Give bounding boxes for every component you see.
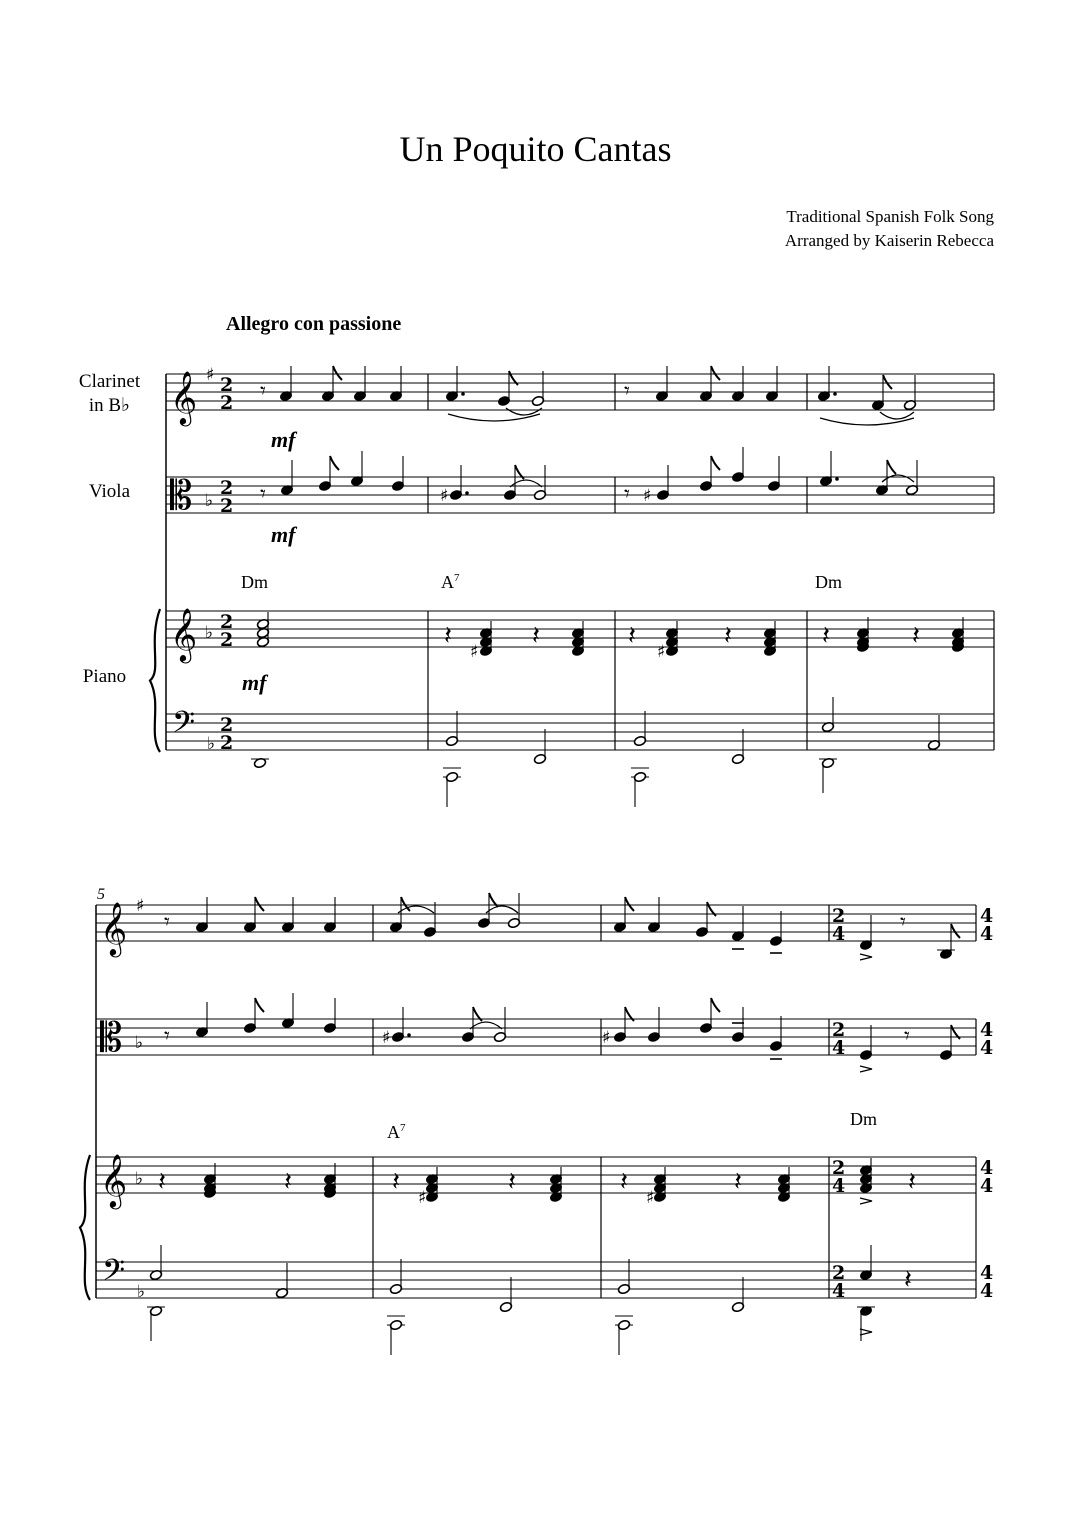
treble-clef: 𝄞 <box>170 370 198 424</box>
score-title: Un Poquito Cantas <box>399 129 672 169</box>
time-signature-numerator: 4 <box>980 905 994 927</box>
treble-clef: 𝄞 <box>170 607 198 661</box>
quarter-rest: 𝄽 <box>734 1167 742 1197</box>
time-signature-numerator: 4 <box>980 1019 994 1041</box>
time-signature-numerator: 2 <box>832 905 846 927</box>
time-signature-numerator: 2 <box>220 374 234 396</box>
note-flag <box>255 897 264 911</box>
augmentation-dot <box>465 491 469 495</box>
time-signature-denominator: 2 <box>220 392 234 414</box>
piano-brace <box>150 609 160 752</box>
time-signature-numerator: 4 <box>980 1157 994 1179</box>
note-flag <box>333 366 342 380</box>
chord-symbol: $A^7$ <box>441 572 460 592</box>
chord-symbol: $A^7$ <box>387 1122 406 1142</box>
sharp-accidental: ♯ <box>602 1028 611 1048</box>
flat-key-signature: ♭ <box>137 1282 146 1302</box>
chord-symbol: Dm <box>850 1109 877 1129</box>
flat-key-signature: ♭ <box>205 491 214 511</box>
flat-key-signature: ♭ <box>135 1033 144 1053</box>
sharp-accidental: ♯ <box>382 1028 391 1048</box>
note-flag <box>887 460 896 474</box>
time-signature-denominator: 4 <box>832 923 846 945</box>
tempo-marking: Allegro con passione <box>226 313 402 335</box>
time-signature-denominator: 4 <box>980 1175 994 1197</box>
quarter-rest: 𝄽 <box>532 621 540 651</box>
quarter-rest: 𝄽 <box>904 1265 912 1295</box>
flat-key-signature: ♭ <box>135 1169 144 1189</box>
eighth-rest: 𝄾 <box>624 482 630 507</box>
quarter-rest: 𝄽 <box>284 1167 292 1197</box>
quarter-rest: 𝄽 <box>724 621 732 651</box>
time-signature-numerator: 2 <box>832 1262 846 1284</box>
time-signature-denominator: 4 <box>980 1280 994 1302</box>
instrument-name-piano: Piano <box>82 666 127 687</box>
bass-clef: 𝄢 <box>172 706 196 747</box>
treble-clef: 𝄞 <box>100 901 128 955</box>
dynamic-marking-piano: mf <box>242 670 267 695</box>
time-signature-numerator: 2 <box>220 477 234 499</box>
note-flag <box>883 375 892 389</box>
eighth-rest: 𝄾 <box>904 1024 910 1049</box>
eighth-rest: 𝄾 <box>624 379 630 404</box>
bass-clef: 𝄢 <box>102 1254 126 1295</box>
augmentation-dot <box>461 392 465 396</box>
time-signature-numerator: 2 <box>220 611 234 633</box>
time-signature-numerator: 2 <box>220 714 234 736</box>
chord-symbol: Dm <box>241 572 268 592</box>
accent-mark <box>860 1198 872 1204</box>
time-signature-denominator: 2 <box>220 495 234 517</box>
quarter-rest: 𝄽 <box>392 1167 400 1197</box>
arranger-credit: Arranged by Kaiserin Rebecca <box>784 231 994 250</box>
time-signature-numerator: 4 <box>980 1262 994 1284</box>
note-flag <box>711 998 720 1012</box>
time-signature-denominator: 4 <box>980 1037 994 1059</box>
sharp-accidental: ♯ <box>470 642 479 662</box>
time-signature-denominator: 4 <box>980 923 994 945</box>
augmentation-dot <box>833 392 837 396</box>
time-signature-numerator: 2 <box>832 1019 846 1041</box>
time-signature-denominator: 2 <box>220 732 234 754</box>
note-flag <box>711 366 720 380</box>
note-flag <box>255 998 264 1012</box>
eighth-rest: 𝄾 <box>164 1024 170 1049</box>
alto-clef: 𝄡 <box>100 1015 123 1061</box>
eighth-rest: 𝄾 <box>164 910 170 935</box>
slur <box>506 408 542 415</box>
time-signature-denominator: 4 <box>832 1175 846 1197</box>
quarter-rest: 𝄽 <box>822 621 830 651</box>
dynamic-marking-clarinet: mf <box>271 427 296 452</box>
accent-mark <box>860 1066 872 1072</box>
measure-number: 5 <box>97 886 105 903</box>
slur <box>880 412 914 419</box>
slur <box>398 906 434 913</box>
note-flag <box>951 924 960 938</box>
sharp-accidental: ♯ <box>206 365 215 385</box>
piano-brace <box>80 1155 90 1300</box>
augmentation-dot <box>835 477 839 481</box>
sharp-accidental: ♯ <box>646 1188 655 1208</box>
quarter-rest: 𝄽 <box>444 621 452 651</box>
sharp-accidental: ♯ <box>657 642 666 662</box>
instrument-name-viola: Viola <box>88 481 131 502</box>
dynamic-marking-viola: mf <box>271 522 296 547</box>
time-signature-denominator: 4 <box>832 1037 846 1059</box>
accent-mark <box>860 1329 872 1335</box>
chord-symbol: Dm <box>815 572 842 592</box>
flat-key-signature: ♭ <box>207 734 216 754</box>
quarter-rest: 𝄽 <box>628 621 636 651</box>
note-flag <box>330 456 339 470</box>
time-signature-denominator: 4 <box>832 1280 846 1302</box>
eighth-rest: 𝄾 <box>260 379 266 404</box>
quarter-rest: 𝄽 <box>158 1167 166 1197</box>
time-signature-numerator: 2 <box>832 1157 846 1179</box>
quarter-rest: 𝄽 <box>620 1167 628 1197</box>
note-flag <box>625 897 634 911</box>
quarter-rest: 𝄽 <box>908 1167 916 1197</box>
clarinet-name-line1: Clarinet <box>78 371 141 392</box>
eighth-rest: 𝄾 <box>900 910 906 935</box>
eighth-rest: 𝄾 <box>260 482 266 507</box>
augmentation-dot <box>407 1033 411 1037</box>
flat-key-signature: ♭ <box>205 623 214 643</box>
composer-credit: Traditional Spanish Folk Song <box>786 207 994 226</box>
quarter-rest: 𝄽 <box>508 1167 516 1197</box>
quarter-rest: 𝄽 <box>912 621 920 651</box>
alto-clef: 𝄡 <box>170 473 193 519</box>
treble-clef: 𝄞 <box>100 1153 128 1207</box>
note-flag <box>711 456 720 470</box>
sharp-accidental: ♯ <box>440 486 449 506</box>
sharp-accidental: ♯ <box>643 486 652 506</box>
sharp-accidental: ♯ <box>136 896 145 916</box>
sharp-accidental: ♯ <box>418 1188 427 1208</box>
slur <box>486 906 518 913</box>
time-signature-denominator: 2 <box>220 629 234 651</box>
clarinet-name-line2: in B♭ <box>88 395 131 416</box>
accent-mark <box>860 954 872 960</box>
